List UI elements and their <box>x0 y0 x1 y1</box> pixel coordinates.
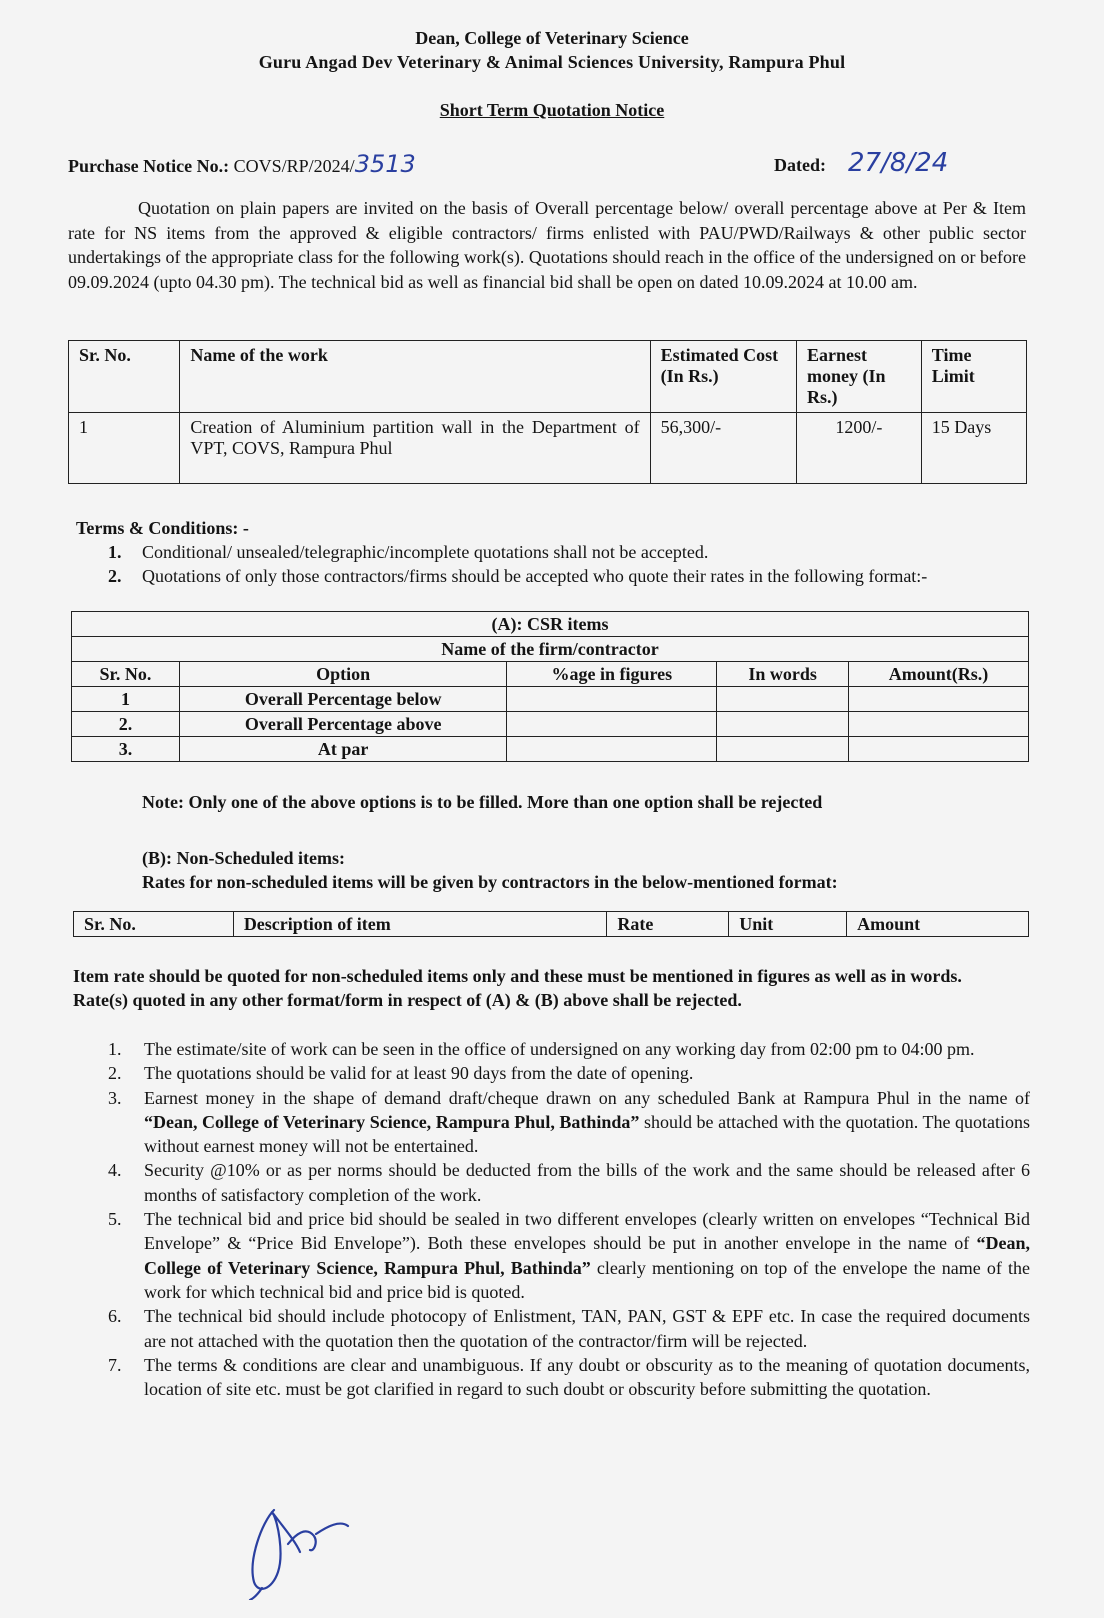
csr-row-1-words <box>717 687 849 712</box>
work-cell-cost: 56,300/- <box>650 413 796 484</box>
condition-3-num: 3. <box>108 1087 122 1108</box>
purchase-notice-printed: COVS/RP/2024/ <box>233 156 355 176</box>
section-b <box>142 846 838 894</box>
purchase-notice-label: Purchase Notice No.: <box>68 156 230 176</box>
ns-table <box>73 911 1029 937</box>
notice-title-text: Short Term Quotation Notice <box>439 100 665 120</box>
csr-row-1-option: Overall Percentage below <box>179 687 507 712</box>
note-text: Note: Only one of the above options is to be filled. More than one option shall be rejected <box>142 792 823 812</box>
rate-instructions-line-2: Rate(s) quoted in any other format/form in respect of (A) & (B) above shall be rejected. <box>73 990 742 1010</box>
csr-table <box>71 611 1029 762</box>
list-item <box>108 1353 1030 1402</box>
csr-row-2-option: Overall Percentage above <box>179 712 507 737</box>
csr-row-1-amount <box>849 687 1029 712</box>
condition-2-text: The quotations should be valid for at least 90 days from the date of opening. <box>144 1063 694 1084</box>
condition-3-text-pre: Earnest money in the shape of demand draft/cheque drawn on any scheduled Bank at Rampura Phul in the name of <box>144 1087 1030 1108</box>
terms-item-2-num: 2. <box>108 566 122 586</box>
rate-instructions <box>73 964 1031 1012</box>
csr-header-words: In words <box>717 662 849 687</box>
work-cell-name: Creation of Aluminium partition wall in the Department of VPT, COVS, Rampura Phul <box>180 413 650 484</box>
work-header-sr: Sr. No. <box>69 341 180 413</box>
work-table <box>68 340 1027 484</box>
condition-3-text-post: should be attached with the quotation. The quotations without earnest money will not be entertained. <box>144 1111 1030 1157</box>
csr-row-2-amount <box>849 712 1029 737</box>
csr-header-row <box>72 662 1029 687</box>
ns-header-description: Description of item <box>233 912 607 937</box>
condition-7-num: 7. <box>108 1354 122 1375</box>
table-row <box>72 612 1029 637</box>
csr-row-3-sr: 3. <box>72 737 180 762</box>
signature <box>244 1490 374 1600</box>
csr-header-option: Option <box>179 662 507 687</box>
csr-row-1-sr: 1 <box>72 687 180 712</box>
condition-6-text: The technical bid should include photocopy of Enlistment, TAN, PAN, GST & EPF etc. In case the required documents are not attached with the quotation then the quotation of the contractor/firm will be rejected. <box>144 1306 1030 1351</box>
terms-item-1-num: 1. <box>108 542 122 562</box>
terms-title: Terms & Conditions: - <box>76 518 249 538</box>
table-row <box>69 413 1027 484</box>
terms-list <box>108 540 1028 588</box>
ns-header-unit: Unit <box>729 912 847 937</box>
condition-3-addressee: “Dean, College of Veterinary Science, Rampura Phul, Bathinda” <box>144 1111 640 1132</box>
notice-title <box>0 100 1104 121</box>
table-row <box>72 687 1029 712</box>
condition-4-num: 4. <box>108 1160 122 1181</box>
work-header-earnest: Earnest money (In Rs.) <box>797 341 922 413</box>
table-row <box>72 637 1029 662</box>
csr-row-2-figures <box>507 712 717 737</box>
csr-row-1-figures <box>507 687 717 712</box>
ns-header-row <box>74 912 1029 937</box>
terms-item-1-text: Conditional/ unsealed/telegraphic/incomplete quotations shall not be accepted. <box>142 542 709 562</box>
section-b-text: Rates for non-scheduled items will be given by contractors in the below-mentioned format: <box>142 872 838 892</box>
header-line-2: Guru Angad Dev Veterinary & Animal Sciences University, Rampura Phul <box>258 52 846 72</box>
list-item <box>108 1304 1030 1353</box>
ns-header-sr: Sr. No. <box>74 912 234 937</box>
purchase-notice-handwritten: 3513 <box>354 150 416 178</box>
dated-field <box>774 148 948 178</box>
ns-header-rate: Rate <box>607 912 729 937</box>
dated-handwritten: 27/8/24 <box>848 148 949 178</box>
condition-5-num: 5. <box>108 1209 122 1230</box>
intro-paragraph: Quotation on plain papers are invited on the basis of Overall percentage below/ overall percentage above at Per & Item rate for NS items from the approved & eligible contractors/ firms enlisted with PAU/PWD/Railways & other public sector undertakings of the appropriate class for the following work(s). Quotations should reach in the office of the undersigned on or before 09.09.2024 (upto 04.30 pm). The technical bid as well as financial bid shall be open on dated 10.09.2024 at 10.00 am. <box>68 198 1026 292</box>
dated-label: Dated: <box>774 155 826 175</box>
csr-subtitle: Name of the firm/contractor <box>72 637 1029 662</box>
csr-row-2-sr: 2. <box>72 712 180 737</box>
csr-header-sr: Sr. No. <box>72 662 180 687</box>
rate-instructions-line-1: Item rate should be quoted for non-scheduled items only and these must be mentioned in figures as well as in words. <box>73 966 962 986</box>
work-table-header <box>69 341 1027 413</box>
table-row <box>72 712 1029 737</box>
ns-header-amount: Amount <box>847 912 1029 937</box>
condition-5-addressee: “Dean, College of Veterinary Science, Rampura Phul, Bathinda” <box>144 1233 1030 1278</box>
condition-6-num: 6. <box>108 1306 122 1327</box>
section-b-title: (B): Non-Scheduled items: <box>142 848 345 868</box>
csr-row-2-words <box>717 712 849 737</box>
list-item <box>108 1037 1030 1061</box>
list-item <box>108 1086 1030 1159</box>
header-line-1: Dean, College of Veterinary Science <box>415 28 689 48</box>
condition-5-text-post: clearly mentioning on top of the envelope the name of the work for which technical bid and price bid is quoted. <box>144 1257 1030 1302</box>
work-header-cost: Estimated Cost (In Rs.) <box>650 341 796 413</box>
condition-5-text-pre: The technical bid and price bid should be sealed in two different envelopes (clearly written on envelopes “Technical Bid Envelope” & “Price Bid Envelope”). Both these envelopes should be put in another envelope in the name of <box>144 1209 1030 1254</box>
csr-row-3-amount <box>849 737 1029 762</box>
condition-2-num: 2. <box>108 1063 122 1084</box>
csr-row-3-figures <box>507 737 717 762</box>
conditions-list <box>108 1037 1030 1401</box>
work-cell-time: 15 Days <box>921 413 1026 484</box>
list-item <box>108 564 1028 588</box>
list-item <box>108 1207 1030 1304</box>
work-cell-sr: 1 <box>69 413 180 484</box>
csr-row-3-words <box>717 737 849 762</box>
list-item <box>108 1061 1030 1085</box>
work-cell-earnest: 1200/- <box>797 413 922 484</box>
work-header-name: Name of the work <box>180 341 650 413</box>
table-row <box>72 737 1029 762</box>
condition-1-text: The estimate/site of work can be seen in the office of undersigned on any working day from 02:00 pm to 04:00 pm. <box>144 1039 975 1059</box>
csr-row-3-option: At par <box>179 737 507 762</box>
csr-header-figures: %age in figures <box>507 662 717 687</box>
csr-title: (A): CSR items <box>72 612 1029 637</box>
work-header-time: Time Limit <box>921 341 1026 413</box>
list-item <box>108 1158 1030 1207</box>
condition-1-num: 1. <box>108 1039 122 1059</box>
csr-header-amount: Amount(Rs.) <box>849 662 1029 687</box>
condition-4-text: Security @10% or as per norms should be deducted from the bills of the work and the same should be released after 6 months of satisfactory completion of the work. <box>144 1160 1030 1205</box>
condition-7-text: The terms & conditions are clear and unambiguous. If any doubt or obscurity as to the meaning of quotation documents, location of site etc. must be got clarified in regard to such doubt or obscurity before submitting the quotation. <box>144 1354 1030 1400</box>
purchase-notice-number <box>68 150 416 178</box>
terms-item-2-text: Quotations of only those contractors/firms should be accepted who quote their rates in the following format:- <box>142 566 928 586</box>
list-item <box>108 540 1028 564</box>
